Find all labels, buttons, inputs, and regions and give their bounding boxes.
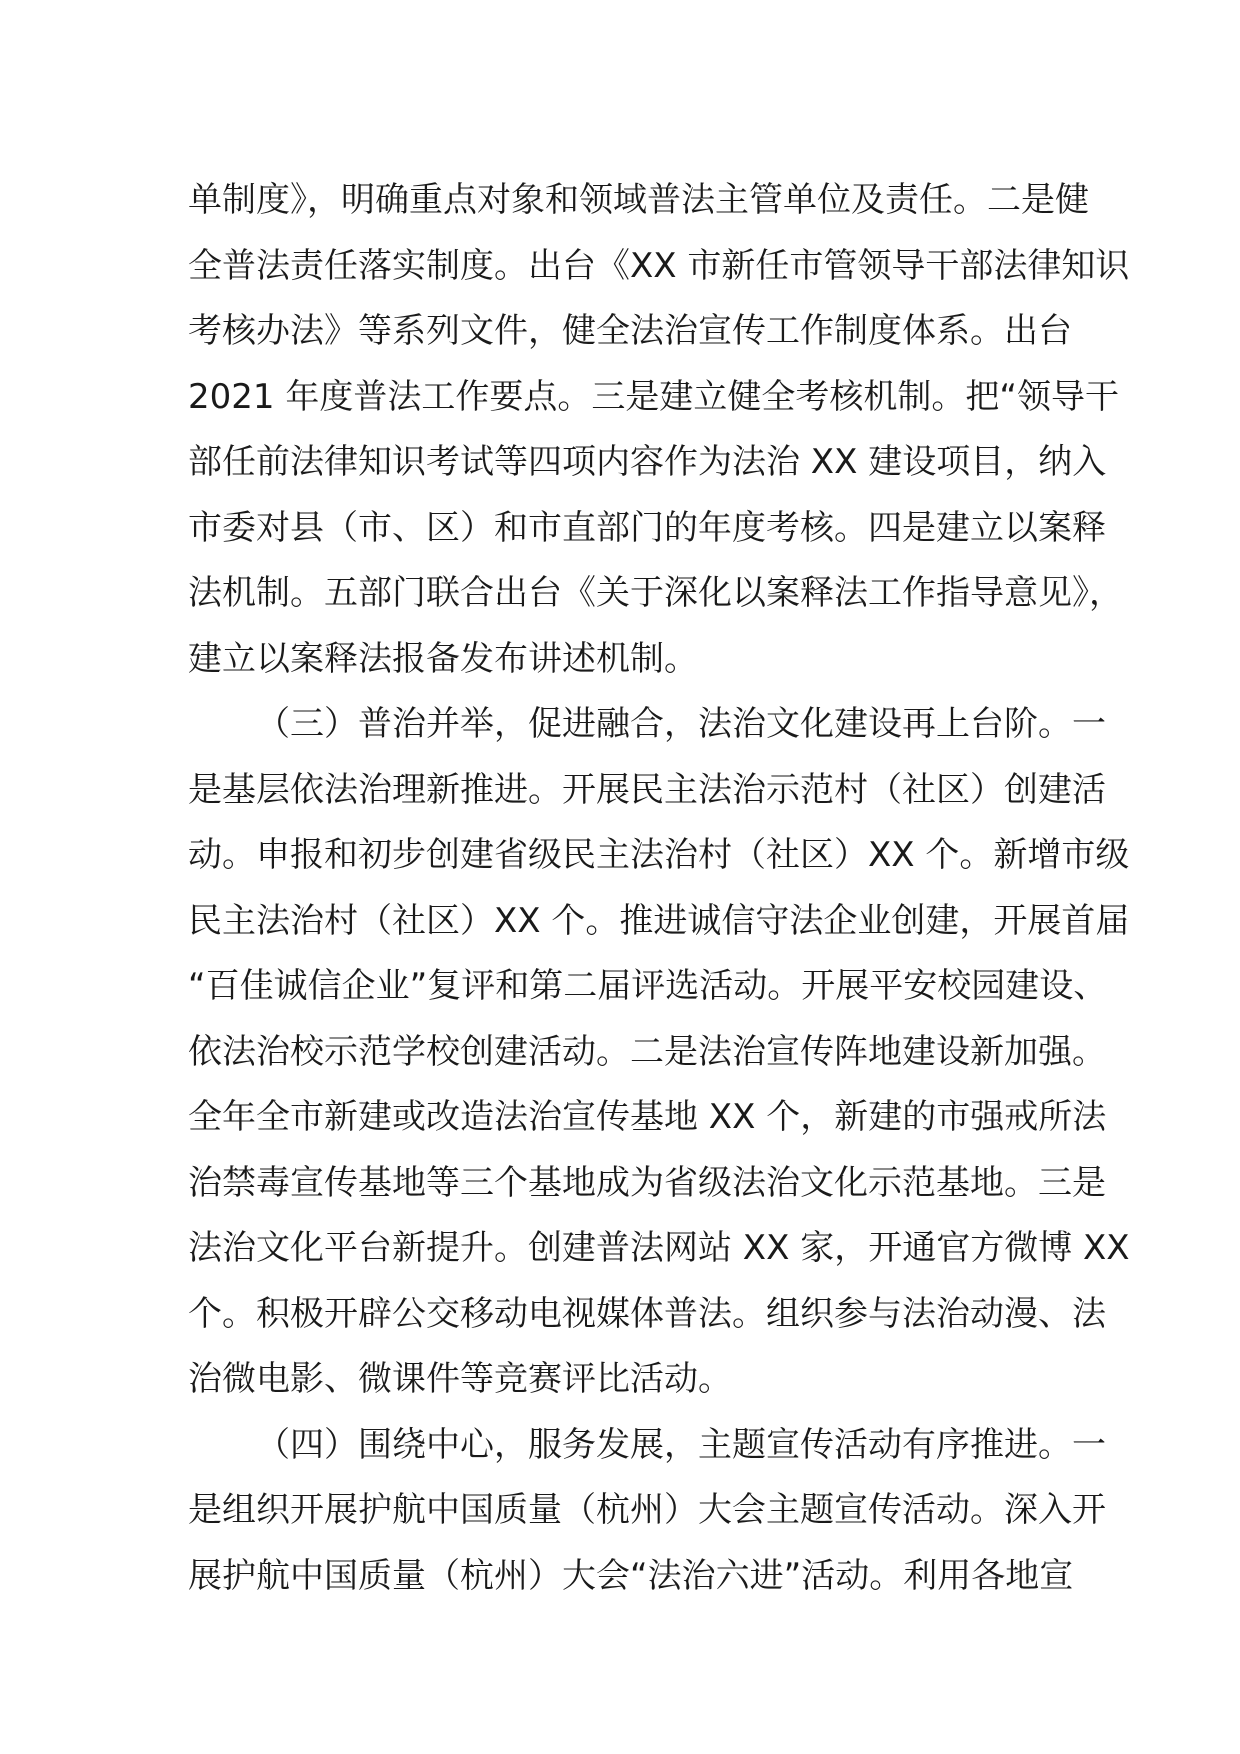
text-line: 依法治校示范学校创建活动。二是法治宣传阵地建设新加强。	[188, 1031, 1106, 1072]
text-line: 2021 年度普法工作要点。三是建立健全考核机制。把“领导干	[188, 376, 1119, 417]
text-line: 全年全市新建或改造法治宣传基地 XX 个，新建的市强戒所法	[188, 1097, 1107, 1137]
text-line: 考核办法》等系列文件，健全法治宣传工作制度体系。出台	[188, 311, 1072, 351]
text-line: 治微电影、微课件等竞赛评比活动。	[188, 1359, 732, 1399]
text-line: 市委对县（市、区）和市直部门的年度考核。四是建立以案释	[188, 507, 1106, 548]
text-line: 治禁毒宣传基地等三个基地成为省级法治文化示范基地。三是	[188, 1162, 1106, 1203]
text-line: 建立以案释法报备发布讲述机制。	[188, 638, 698, 679]
paragraph-heading-line: （四）围绕中心，服务发展，主题宣传活动有序推进。一	[256, 1424, 1106, 1465]
text-line: 动。申报和初步创建省级民主法治村（社区）XX 个。新增市级	[188, 835, 1130, 875]
text-line: “百佳诚信企业”复评和第二届评选活动。开展平安校园建设、	[188, 966, 1108, 1006]
text-line: 部任前法律知识考试等四项内容作为法治 XX 建设项目，纳入	[188, 442, 1107, 482]
text-line: 是组织开展护航中国质量（杭州）大会主题宣传活动。深入开	[188, 1490, 1106, 1530]
text-line: 法机制。五部门联合出台《关于深化以案释法工作指导意见》，	[188, 573, 1123, 613]
text-line: 个。积极开辟公交移动电视媒体普法。组织参与法治动漫、法	[188, 1293, 1106, 1334]
text-line: 全普法责任落实制度。出台《XX 市新任市管领导干部法律知识	[188, 245, 1130, 286]
text-line: 展护航中国质量（杭州）大会“法治六进”活动。利用各地宣	[188, 1555, 1074, 1596]
text-line: 是基层依法治理新推进。开展民主法治示范村（社区）创建活	[188, 769, 1106, 810]
paragraph-heading-line: （三）普治并举，促进融合，法治文化建设再上台阶。一	[256, 704, 1106, 744]
body-text	[188, 168, 1130, 1609]
text-line: 单制度》，明确重点对象和领域普法主管单位及责任。二是健	[188, 180, 1089, 220]
text-line: 民主法治村（社区）XX 个。推进诚信守法企业创建，开展首届	[188, 900, 1130, 941]
text-line: 法治文化平台新提升。创建普法网站 XX 家，开通官方微博 XX	[188, 1228, 1130, 1268]
